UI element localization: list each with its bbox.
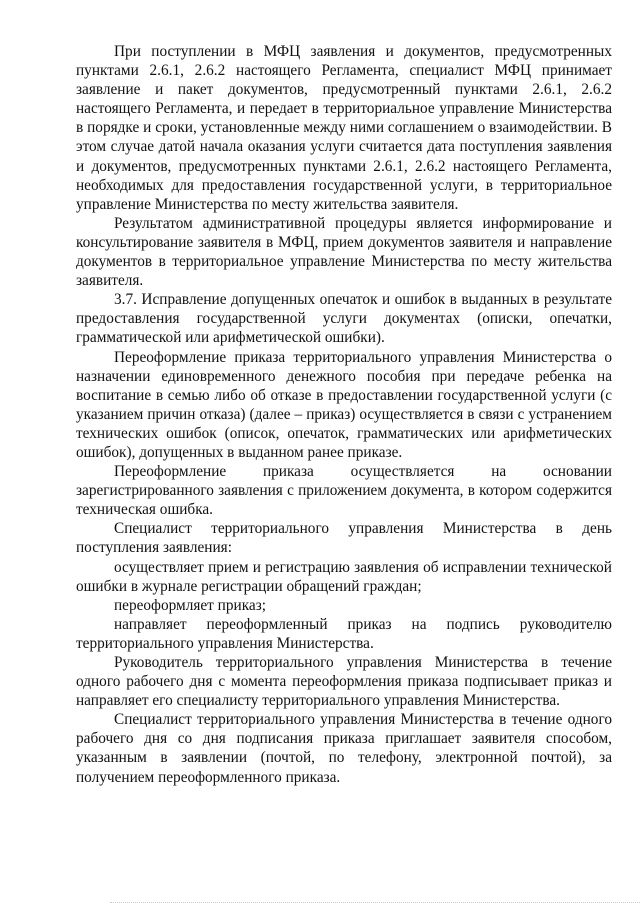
- paragraph-order-reissue: Переоформление приказа территориального управления Министерства о назначении единовременного денежного пособия при передаче ребенка на воспитание в семью либо об отказе в предоставлении государственной услуги (с указанием причин отказа) (далее – приказ) осуществляется в связи с устранением технических ошибок (описок, опечаток, грамматических или арифметических ошибок), допущенных в выданном ранее приказе.: [76, 348, 612, 461]
- paragraph-specialist-day: Специалист территориального управления Министерства в день поступления заявления:: [76, 520, 612, 557]
- paragraph-procedure-result: Результатом административной процедуры является информирование и консультирование заявителя в МФЦ, прием документов заявителя и направление документов в территориальное управление Министерства по месту жительства заявителя.: [76, 214, 612, 290]
- section-heading-3-7: 3.7. Исправление допущенных опечаток и ошибок в выданных в результате предоставления государственной услуги документах (описки, опечатки, грамматической или арифметической ошибки).: [76, 291, 612, 347]
- list-item-reissue: переоформляет приказ;: [114, 596, 266, 614]
- paragraph-invite-applicant: Специалист территориального управления Министерства в течение одного рабочего дня со дня подписания приказа приглашает заявителя способом, указанным в заявлении (почтой, по телефону, электронной почтой), за получением переоформленного приказа.: [76, 711, 612, 786]
- paragraph-mfc-submission: При поступлении в МФЦ заявления и документов, предусмотренных пунктами 2.6.1, 2.6.2 настоящего Регламента, специалист МФЦ принимает заявление и пакет документов, предусмотренный пунктами 2.6.1, 2.6.2 настоящего Регламента, и передает в территориальное управление Министерства в порядке и сроки, установленные между ними соглашением о взаимодействии. В этом случае датой начала оказания услуги считается дата поступления заявления и документов, предусмотренных пунктами 2.6.1, 2.6.2 настоящего Регламента, необходимых для предоставления государственной услуги, в территориальное управление Министерства по месту жительства заявителя.: [76, 43, 612, 213]
- paragraph-reissue-basis: Переоформление приказа осуществляется на основании зарегистрированного заявления с приложением документа, в котором содержится техническая ошибка.: [76, 463, 612, 519]
- list-item-send-signature: направляет переоформленный приказ на подпись руководителю территориального управления Министерства.: [76, 615, 612, 652]
- document-page: [76, 42, 612, 787]
- paragraph-head-signs: Руководитель территориального управления Министерства в течение одного рабочего дня с момента переоформления приказа подписывает приказ и направляет его специалисту территориального управления Министерства.: [76, 654, 612, 710]
- list-item-registration: осуществляет прием и регистрацию заявления об исправлении технической ошибки в журнале регистрации обращений граждан;: [76, 558, 612, 595]
